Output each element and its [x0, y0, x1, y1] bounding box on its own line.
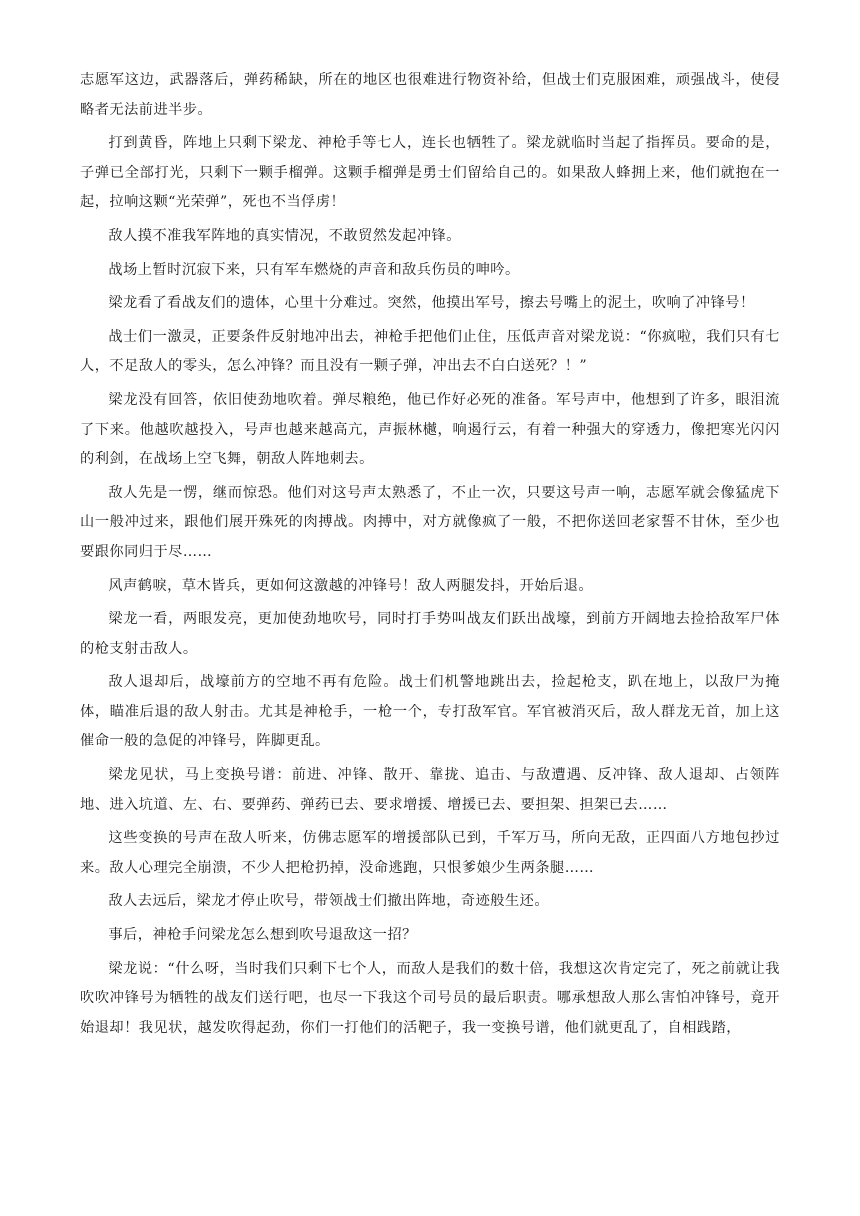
paragraph: 梁龙没有回答，依旧使劲地吹着。弹尽粮绝，他已作好必死的准备。军号声中，他想到了许多，眼泪流了下来。他越吹越投入，号声也越来越高亢，声振林樾，响遏行云，有着一种强大的穿透力，像把寒光闪闪的利剑，在战场上空飞舞，朝敌人阵地刺去。: [80, 391, 780, 468]
paragraph: 风声鹤唳，草木皆兵，更如何这激越的冲锋号！敌人两腿发抖，开始后退。: [108, 577, 594, 594]
paragraph: 这些变换的号声在敌人听来，仿佛志愿军的增援部队已到，千军万马，所向无敌，正四面八方地包抄过来。敌人心理完全崩溃，不少人把枪扔掉，没命逃跑，只恨爹娘少生两条腿……: [80, 830, 780, 876]
paragraph: 战场上暂时沉寂下来，只有军车燃烧的声音和敌兵伤员的呻吟。: [108, 261, 520, 278]
paragraph: 打到黄昏，阵地上只剩下梁龙、神枪手等七人，连长也牺牲了。梁龙就临时当起了指挥员。要命的是，子弹已全部打光，只剩下一颗手榴弹。这颗手榴弹是勇士们留给自己的。如果敌人蜂拥上来，他们就抱在一起，拉响这颗“光荣弹”，死也不当俘虏！: [80, 135, 780, 211]
paragraph: 敌人退却后，战壕前方的空地不再有危险。战士们机警地跳出去，捡起枪支，趴在地上，以敌尸为掩体，瞄准后退的敌人射击。尤其是神枪手，一枪一个，专打敌军官。军官被消灭后，敌人群龙无首，加上这催命一般的急促的冲锋号，阵脚更乱。: [80, 674, 780, 750]
paragraph: 敌人摸不准我军阵地的真实情况，不敢贸然发起冲锋。: [108, 227, 461, 244]
paragraph: 志愿军这边，武器落后，弹药稀缺，所在的地区也很难进行物资补给，但战士们克服困难，顽强战斗，使侵略者无法前进半步。: [80, 72, 780, 118]
paragraph: 敌人先是一愣，继而惊恐。他们对这号声太熟悉了，不止一次，只要这号声一响，志愿军就会像猛虎下山一般冲过来，跟他们展开殊死的肉搏战。肉搏中，对方就像疯了一般，不把你送回老家誓不甘休，至少也要跟你同归于尽……: [80, 484, 780, 560]
paragraph: 事后，神枪手问梁龙怎么想到吹号退敌这一招？: [108, 927, 417, 944]
paragraph: 战士们一激灵，正要条件反射地冲出去，神枪手把他们止住，压低声音对梁龙说：“你疯啦，我们只有七人，不足敌人的零头，怎么冲锋？而且没有一颗子弹，冲出去不白白送死？！”: [80, 328, 780, 375]
paragraph: 梁龙见状，马上变换号谱：前进、冲锋、散开、靠拢、追击、与敌遭遇、反冲锋、敌人退却、占领阵地、进入坑道、左、右、要弹药、弹药已去、要求增援、增援已去、要担架、担架已去……: [80, 767, 780, 813]
paragraph: 梁龙说：“什么呀，当时我们只剩下七个人，而敌人是我们的数十倍，我想这次肯定完了，死之前就让我吹吹冲锋号为牺牲的战友们送行吧，也尽一下我这个司号员的最后职责。哪承想敌人那么害怕冲锋号，竟开始退却！我见状，越发吹得起劲，你们一打他们的活靶子，我一变换号谱，他们就更乱了，自相践踏，: [80, 960, 780, 1036]
paragraph: 敌人去远后，梁龙才停止吹号，带领战士们撤出阵地，奇迹般生还。: [108, 893, 550, 910]
paragraph: 梁龙一看，两眼发亮，更加使劲地吹号，同时打手势叫战友们跃出战壕，到前方开阔地去捡拾敌军尸体的枪支射击敌人。: [80, 611, 780, 657]
document-body: [80, 66, 780, 1047]
paragraph: 梁龙看了看战友们的遗体，心里十分难过。突然，他摸出军号，擦去号嘴上的泥土，吹响了冲锋号！: [108, 295, 755, 312]
